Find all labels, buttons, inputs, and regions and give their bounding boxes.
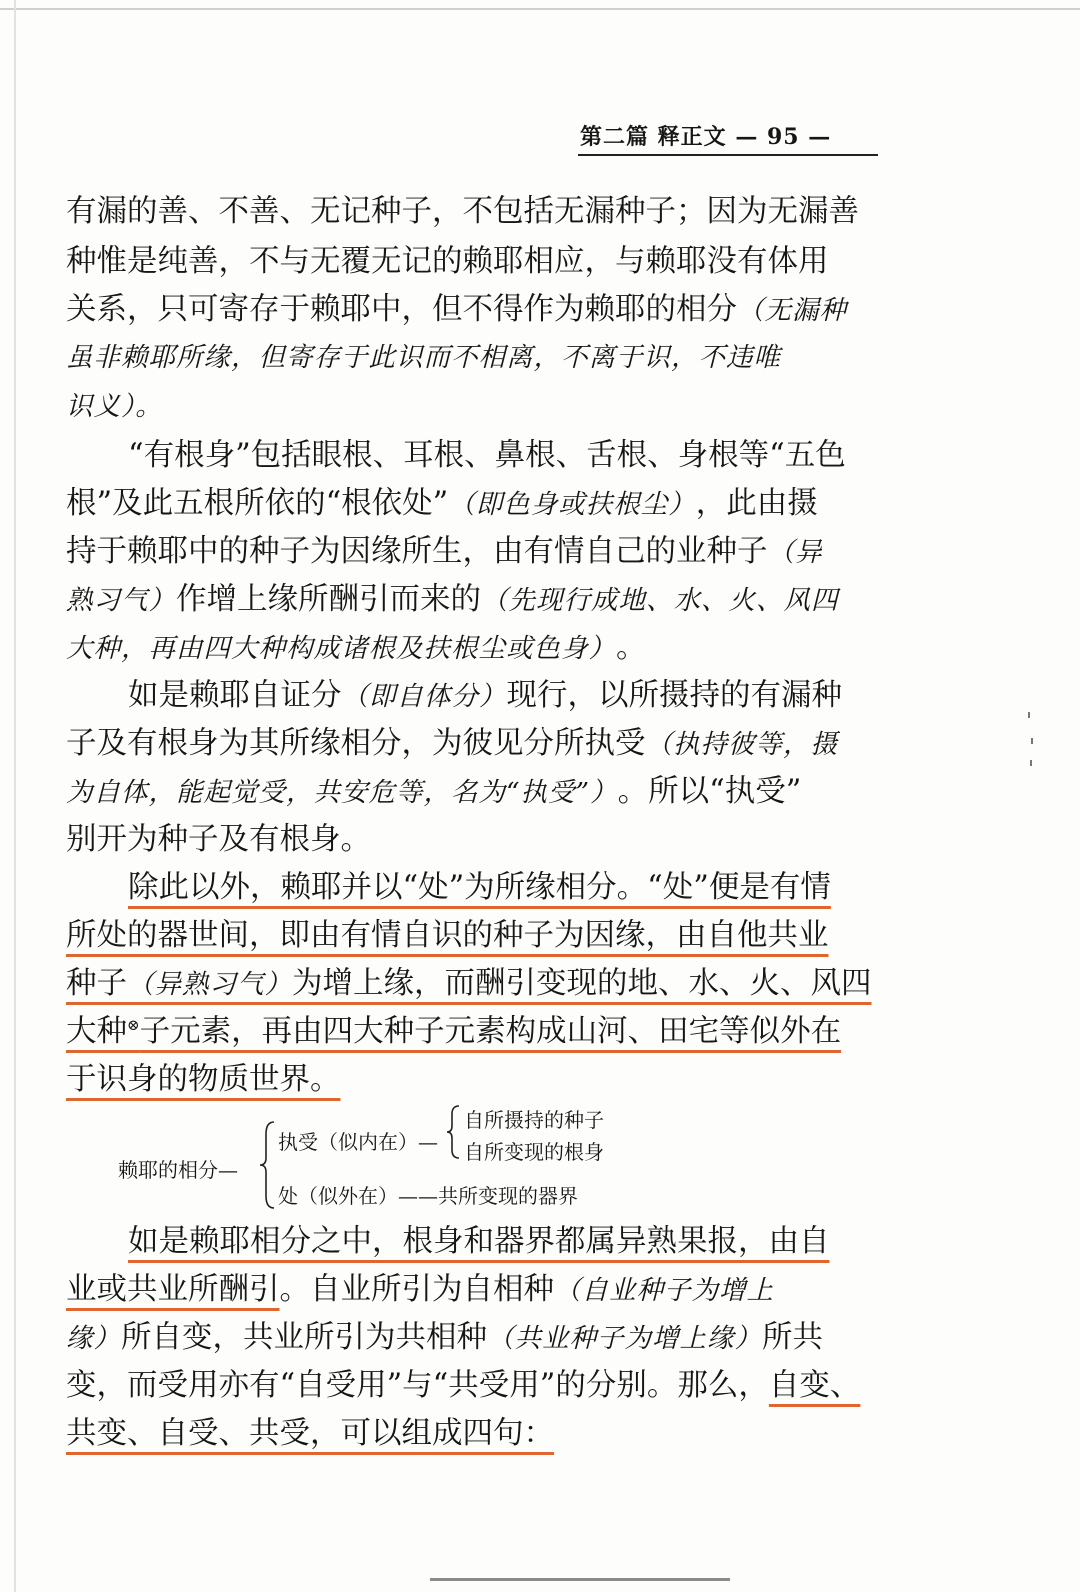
text-line	[66, 1410, 1080, 1458]
text-line	[66, 1008, 1080, 1056]
text-line	[66, 528, 1080, 577]
text-segment: 作增上缘所酬引而来的	[176, 582, 481, 617]
highlighted-text: 如是赖耶相分之中，根身和器界都属异熟果报，由自	[128, 1224, 830, 1259]
highlighted-text: 共变、自受、共受，可以组成四句：	[66, 1416, 554, 1451]
highlighted-text: 除此以外，赖耶并以“处”为所缘相分。“处”便是有情	[128, 870, 831, 905]
page-edge-top	[0, 8, 1080, 10]
highlighted-text: 于识身的物质世界。	[66, 1062, 341, 1097]
text-line	[66, 286, 1080, 335]
highlighted-text: 业或共业所酬引	[66, 1272, 280, 1307]
text-line: “有根身”包括眼根、耳根、鼻根、舌根、身根等“五色	[128, 438, 846, 473]
text-segment: 所共	[762, 1320, 823, 1355]
annotation: 为自体，能起觉受，共安危等，名为“执受”）	[66, 777, 618, 808]
annotation: （即色身或扶根尘）	[448, 489, 696, 520]
header-rule	[578, 154, 878, 156]
text-segment: 所自变，共业所引为共相种	[121, 1320, 487, 1355]
text-segment: 如是赖耶自证分	[128, 678, 342, 713]
diagram-root: 赖耶的相分—	[118, 1158, 238, 1182]
text-line	[66, 1056, 1080, 1104]
text-line	[66, 1362, 1080, 1410]
brace-inner	[445, 1104, 461, 1160]
text-line	[66, 1314, 1080, 1363]
annotation: （执持彼等，摄	[645, 729, 838, 760]
highlighted-text: 自变、	[768, 1368, 861, 1403]
annotation: 熟习气）	[66, 585, 176, 616]
text-line	[66, 912, 1080, 960]
text-line	[66, 768, 1080, 817]
footnote-mark[interactable]: ⊗	[127, 1015, 140, 1034]
text-segment: 。所以“执受”	[617, 774, 802, 809]
text-line	[66, 1266, 1080, 1315]
classification-diagram	[100, 1108, 720, 1218]
highlighted-text	[66, 1008, 841, 1056]
annotation: 缘）	[66, 1323, 121, 1354]
text-line	[66, 576, 1080, 625]
text-line: 种惟是纯善，不与无覆无记的赖耶相应，与赖耶没有体用	[66, 244, 829, 279]
text-segment: 大种	[66, 1014, 127, 1049]
annotation: 大种，再由四大种构成诸根及扶根尘或色身）	[66, 633, 616, 664]
annotation: （无漏种	[737, 295, 847, 326]
text-segment: 持于赖耶中的种子为因缘所生，由有情自己的业种子	[66, 534, 768, 569]
diagram-branch-2: 处（似外在）——共所变现的器界	[278, 1184, 578, 1208]
text-segment: 变，而受用亦有“自受用”与“共受用”的分别。那么，	[66, 1368, 769, 1403]
text-line	[128, 672, 1080, 721]
annotation-line: 虽非赖耶所缘，但寄存于此识而不相离，不离于识，不违唯	[66, 342, 781, 373]
annotation: （共业种子为增上缘）	[487, 1323, 762, 1354]
page-edge-left	[14, 0, 16, 1592]
text-segment: 种子	[66, 966, 127, 1001]
text-segment: ，此由摄	[695, 486, 818, 521]
annotation: （先现行成地、水、火、风四	[481, 585, 839, 616]
text-line	[66, 960, 1080, 1009]
brace-outer	[258, 1120, 276, 1210]
annotation: （即自体分）	[341, 681, 507, 712]
text-segment: 子及有根身为其所缘相分，为彼见分所执受	[66, 726, 646, 761]
text-line	[128, 864, 1080, 912]
text-segment: 根”及此五根所依的“根依处”	[66, 486, 449, 521]
text-segment: 。自业所引为自相种	[279, 1272, 554, 1307]
annotation: 识义）。	[66, 391, 163, 422]
text-segment: 为增上缘，而酬引变现的地、水、火、风四	[292, 966, 872, 1001]
text-line	[128, 1218, 1080, 1266]
annotation: （自业种子为增上	[554, 1275, 774, 1306]
diagram-leaf: 自所摄持的种子	[464, 1108, 604, 1132]
highlighted-text	[66, 960, 872, 1009]
diagram-leaf: 自所变现的根身	[464, 1140, 604, 1164]
text-line	[66, 720, 1080, 769]
text-line: 别开为种子及有根身。	[66, 822, 371, 857]
text-segment: 子元素，再由四大种子元素构成山河、田宅等似外在	[139, 1014, 842, 1049]
annotation: （异	[767, 537, 823, 568]
running-header: 第二篇 释正文 — 95 —	[580, 124, 832, 150]
text-line: 有漏的善、不善、无记种子，不包括无漏种子；因为无漏善	[66, 194, 859, 229]
text-segment: 关系，只可寄存于赖耶中，但不得作为赖耶的相分	[66, 292, 737, 327]
text-segment: 。	[616, 630, 647, 665]
text-line	[66, 382, 1080, 431]
annotation: （异熟习气）	[127, 969, 292, 1000]
text-line	[66, 480, 1080, 529]
diagram-branch-1: 执受（似内在）—	[278, 1130, 438, 1154]
highlighted-text: 所处的器世间，即由有情自识的种子为因缘，由自他共业	[66, 918, 829, 953]
page-edge-bottom	[430, 1578, 730, 1581]
text-segment: 现行，以所摄持的有漏种	[506, 678, 842, 713]
text-line	[66, 624, 1080, 673]
